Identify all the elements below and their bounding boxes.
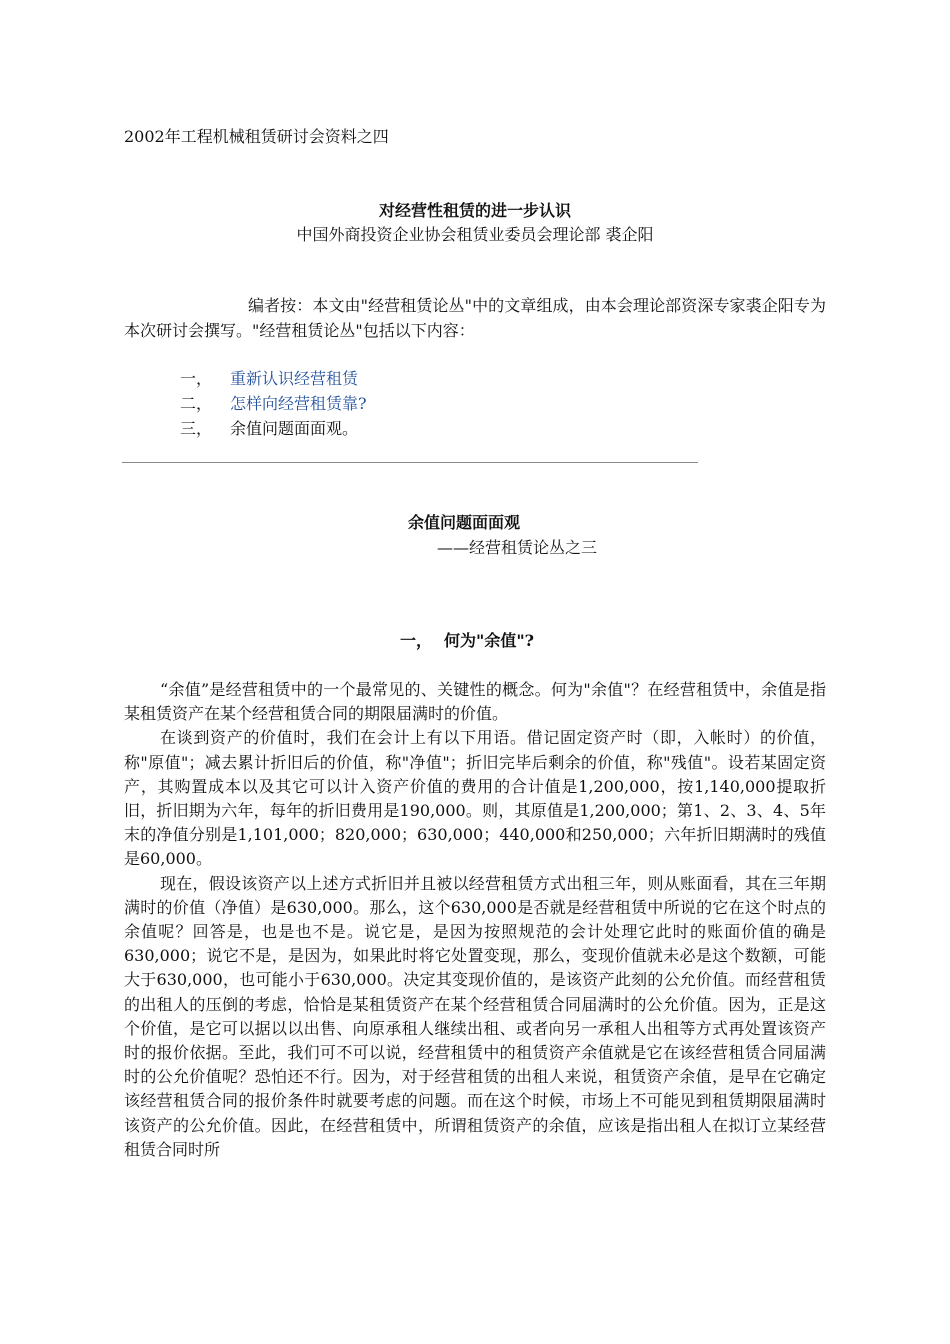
article-title: 对经营性租赁的进一步认识: [378, 201, 571, 220]
section-title: 余值问题面面观: [408, 513, 521, 532]
section-subtitle: ——经营租赁论丛之三: [437, 538, 598, 557]
toc-item: [180, 416, 367, 441]
paragraph: “余值”是经营租赁中的一个最常见的、关键性的概念。何为"余值"？在经营租赁中，余值是指某租赁资产在某个经营租赁合同的期限届满时的价值。: [124, 680, 826, 724]
toc-item: [180, 366, 367, 391]
subsection-heading: [400, 630, 534, 652]
toc-item-number: 一，: [180, 369, 213, 388]
subsection-number: 一，: [400, 631, 433, 650]
article-author: 中国外商投资企业协会租赁业委员会理论部 裘企阳: [296, 225, 654, 244]
table-of-contents: [180, 366, 367, 441]
paragraph: 现在，假设该资产以上述方式折旧并且被以经营租赁方式出租三年，则从账面看，其在三年期满时的价值（净值）是630,000。那么，这个630,000是否就是经营租赁中所说的它在这个时点的余值呢？回答是，也是也不是。说它是，是因为按照规范的会计处理它此时的账面价值的确是630,000；说它不是，是因为，如果此时将它处置变现，那么，变现价值就未必是这个数额，可能大于630,000，也可能小于630,000。决定其变现价值的，是该资产此刻的公允价值。而经营租赁的出租人的压倒的考虑，恰恰是某租赁资产在某个经营租赁合同届满时的公允价值。因为，正是这个价值，是它可以据以以出售、向原承租人继续出租、或者向另一承租人出租等方式再处置该资产时的报价依据。至此，我们可不可以说，经营租赁中的租赁资产余值就是它在该经营租赁合同届满时的公允价值呢？恐怕还不行。因为，对于经营租赁的出租人来说，租赁资产余值，是早在它确定该经营租赁合同的报价条件时就要考虑的问题。而在这个时候，市场上不可能见到租赁期限届满时该资产的公允价值。因此，在经营租赁中，所谓租赁资产的余值，应该是指出租人在拟订立某经营租赁合同时所: [124, 873, 826, 1159]
paragraph: 在谈到资产的价值时，我们在会计上有以下用语。借记固定资产时（即，入帐时）的价值，称"原值"；减去累计折旧后的价值，称"净值"；折旧完毕后剩余的价值，称"残值"。设若某固定资产，其购置成本以及其它可以计入资产价值的费用的合计值是1,200,000，按1,140,000提取折旧，折旧期为六年，每年的折旧费用是190,000。则，其原值是1,200,000；第1、2、3、4、5年末的净值分别是1,101,000；820,000；630,000；440,000和250,000；六年折旧期满时的残值是60,000。: [124, 728, 826, 869]
toc-item-residual-value: 余值问题面面观。: [230, 419, 359, 438]
toc-item-number: 三，: [180, 419, 213, 438]
editor-note: 编者按：本文由"经营租赁论丛"中的文章组成，由本会理论部资深专家裘企阳专为本次研讨会撰写。"经营租赁论丛"包括以下内容：: [124, 296, 826, 340]
toc-item-number: 二，: [180, 394, 213, 413]
horizontal-divider: [122, 462, 698, 463]
document-header: 2002年工程机械租赁研讨会资料之四: [124, 127, 389, 146]
subsection-label: 何为"余值"?: [444, 631, 535, 650]
toc-link-rethinking-operating-lease[interactable]: 重新认识经营租赁: [230, 369, 359, 388]
toc-link-moving-toward-operating-lease[interactable]: 怎样向经营租赁靠?: [230, 394, 367, 413]
body-text: [124, 678, 826, 1162]
toc-item: [180, 391, 367, 416]
